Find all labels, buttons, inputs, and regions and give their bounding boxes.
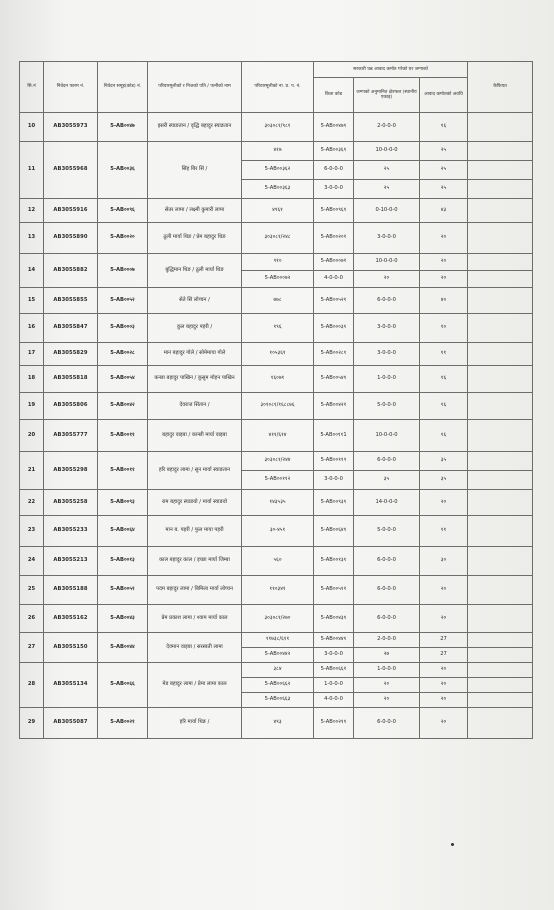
citizenship-cell: ७७८ (242, 288, 314, 314)
remarks-cell (468, 366, 533, 393)
applicant-names-cell: सेते सिं लोप्चन / (148, 288, 242, 314)
applicant-names-cell: देवमान वाइबा / सरस्वती लामा (148, 633, 242, 663)
serial-number-cell: 20 (20, 420, 44, 452)
duration-cell: १६ (420, 420, 468, 452)
plot-code-cell: 4-0-0-0 (314, 693, 354, 708)
area-cell: 3-0-0-0 (354, 223, 420, 254)
serial-number-cell: 26 (20, 605, 44, 633)
citizenship-cell: ३०-४५१ (242, 516, 314, 547)
area-cell: 3-0-0-0 (354, 343, 420, 366)
area-cell: 6-0-0-0 (354, 288, 420, 314)
table-row (20, 633, 533, 648)
serial-number-cell: 13 (20, 223, 44, 254)
remarks-cell (468, 516, 533, 547)
serial-number-cell: 23 (20, 516, 44, 547)
duration-cell: २५ (420, 161, 468, 180)
group-code-cell: 5-AB००११ (98, 420, 148, 452)
plot-code-cell: 3-0-0-0 (314, 180, 354, 199)
duration-cell: १० (420, 314, 468, 343)
applicant-names-cell: मान ब. पहरी / फुल माया पहरी (148, 516, 242, 547)
application-number-cell: AB3055968 (44, 142, 98, 199)
plot-code-cell: 1-0-0-0 (314, 678, 354, 693)
group-code-cell: 5-AB००११ (98, 452, 148, 490)
serial-number-cell: 25 (20, 576, 44, 605)
remarks-cell (468, 452, 533, 471)
area-cell: २० (354, 271, 420, 288)
duration-cell: २० (420, 663, 468, 678)
header-area: जग्गाको अनुमानित क्षेत्रफल (स्थानीय एकाइ) (354, 78, 420, 113)
group-code-cell: 5-AB०००७ (98, 254, 148, 288)
citizenship-cell: १०५३६१ (242, 343, 314, 366)
table-row (20, 366, 533, 393)
plot-code-cell: 5-AB००३६१ (314, 142, 354, 161)
citizenship-cell: ३०३०८१/२४४ (242, 452, 314, 471)
group-code-cell: 5-AB००५४ (98, 366, 148, 393)
duration-cell: 27 (420, 648, 468, 663)
area-cell: 14-0-0-0 (354, 490, 420, 516)
applicant-names-cell: देवराज सिंतान / (148, 393, 242, 420)
table-row (20, 516, 533, 547)
area-cell: ३५ (354, 471, 420, 490)
land-record-table (19, 61, 533, 739)
duration-cell: २० (420, 271, 468, 288)
table-row (20, 490, 533, 516)
duration-cell: १६ (420, 393, 468, 420)
area-cell: 10-0-0-0 (354, 142, 420, 161)
citizenship-cell: 5-AB००३६३ (242, 180, 314, 199)
plot-code-cell: 5-AB००११1 (314, 420, 354, 452)
citizenship-cell: ३०३०८१/९८१ (242, 113, 314, 142)
citizenship-cell: 5-AB००३६२ (242, 161, 314, 180)
header-plot-code: किता कोड (314, 78, 354, 113)
remarks-cell (468, 693, 533, 708)
remarks-cell (468, 199, 533, 223)
plot-code-cell: 5-AB००२८१ (314, 343, 354, 366)
table-row (20, 663, 533, 678)
area-cell: 5-0-0-0 (354, 393, 420, 420)
plot-code-cell: 5-AB००५२१ (314, 288, 354, 314)
area-cell: 6-0-0-0 (354, 576, 420, 605)
citizenship-cell: 5-AB०००७२ (242, 271, 314, 288)
citizenship-cell: ९१० (242, 254, 314, 271)
application-number-cell: AB3055806 (44, 393, 98, 420)
table-row (20, 452, 533, 471)
serial-number-cell: 14 (20, 254, 44, 288)
duration-cell: ३५ (420, 452, 468, 471)
applicant-names-cell: प्रेम प्रकाश लामा / श्याम मार्या काल (148, 605, 242, 633)
citizenship-cell: 5-AB००६६३ (242, 693, 314, 708)
group-code-cell: 5-AB००२० (98, 223, 148, 254)
remarks-cell (468, 113, 533, 142)
area-cell: 5-0-0-0 (354, 516, 420, 547)
group-code-cell: 5-AB००९३ (98, 490, 148, 516)
table-row (20, 142, 533, 161)
remarks-cell (468, 223, 533, 254)
area-cell: 2-0-0-0 (354, 633, 420, 648)
plot-code-cell: 5-AB००११९ (314, 452, 354, 471)
citizenship-cell: ४११/६१४ (242, 420, 314, 452)
duration-cell: ११ (420, 516, 468, 547)
application-number-cell: AB3055777 (44, 420, 98, 452)
remarks-cell (468, 161, 533, 180)
application-number-cell: AB3055829 (44, 343, 98, 366)
applicant-names-cell: मान बहादुर गोले / सोमेमाया गोले (148, 343, 242, 366)
plot-code-cell: 5-AB०००७१ (314, 254, 354, 271)
header-land-group: सरकारी घन्न आवाद कमोत गरेको घर जग्गाको (314, 62, 468, 78)
plot-code-cell: 3-0-0-0 (314, 648, 354, 663)
area-cell: 1-0-0-0 (354, 366, 420, 393)
header-sn: सि.नं (20, 62, 44, 113)
citizenship-cell: ३०३०८१/२४८ (242, 223, 314, 254)
plot-code-cell: 5-AB००१३१ (314, 547, 354, 576)
citizenship-cell: ११७३८/६११ (242, 633, 314, 648)
application-number-cell: AB3055087 (44, 708, 98, 739)
remarks-cell (468, 605, 533, 633)
serial-number-cell: 15 (20, 288, 44, 314)
application-number-cell: AB3055818 (44, 366, 98, 393)
remarks-cell (468, 314, 533, 343)
group-code-cell: 5-AB००१३ (98, 547, 148, 576)
duration-cell: १६ (420, 113, 468, 142)
table-row (20, 547, 533, 576)
serial-number-cell: 19 (20, 393, 44, 420)
duration-cell: ३५ (420, 471, 468, 490)
plot-code-cell: 5-AB००६४१ (314, 516, 354, 547)
application-number-cell: AB3055134 (44, 663, 98, 708)
applicant-names-cell: ठूली मार्या थिङ / प्रेम बहादुर थिङ (148, 223, 242, 254)
table-row (20, 605, 533, 633)
group-code-cell: 5-AB००४२ (98, 393, 148, 420)
area-cell: 6-0-0-0 (354, 547, 420, 576)
plot-code-cell: 5-AB००६६१ (314, 663, 354, 678)
serial-number-cell: 12 (20, 199, 44, 223)
application-number-cell: AB3055890 (44, 223, 98, 254)
table-row (20, 223, 533, 254)
remarks-cell (468, 142, 533, 161)
ink-dot (451, 843, 454, 846)
applicant-names-cell: मेड बहादुर लामा / प्रेमा लामा काल (148, 663, 242, 708)
remarks-cell (468, 663, 533, 678)
area-cell: 0-10-0-0 (354, 199, 420, 223)
duration-cell: २० (420, 605, 468, 633)
applicant-names-cell: बहादुर वाइबा / कान्छी मार्या वाइबा (148, 420, 242, 452)
duration-cell: २० (420, 223, 468, 254)
remarks-cell (468, 708, 533, 739)
table-row (20, 420, 533, 452)
remarks-cell (468, 288, 533, 314)
plot-code-cell: 4-0-0-0 (314, 271, 354, 288)
plot-code-cell: 5-AB००४४१ (314, 633, 354, 648)
group-code-cell: 5-AB००९६ (98, 199, 148, 223)
group-code-cell: 5-AB००६४ (98, 516, 148, 547)
remarks-cell (468, 471, 533, 490)
applicant-names-cell: काल बहादुर काल / इच्छा मार्या जिम्बा (148, 547, 242, 576)
area-cell: 3-0-0-0 (354, 314, 420, 343)
citizenship-cell: ३०३०८१/२७० (242, 605, 314, 633)
plot-code-cell: 6-0-0-0 (314, 161, 354, 180)
citizenship-cell: 5-AB००४४२ (242, 648, 314, 663)
plot-code-cell: 5-AB००९६१ (314, 199, 354, 223)
duration-cell: २० (420, 490, 468, 516)
group-code-cell: 5-AB००५१ (98, 576, 148, 605)
duration-cell: २० (420, 576, 468, 605)
application-number-cell: AB3055882 (44, 254, 98, 288)
header-application-no: निवेदन फारम नं. (44, 62, 98, 113)
remarks-cell (468, 678, 533, 693)
plot-code-cell: 5-AB००४२१ (314, 393, 354, 420)
application-number-cell: AB3055150 (44, 633, 98, 663)
duration-cell: २५ (420, 180, 468, 199)
serial-number-cell: 28 (20, 663, 44, 708)
applicant-names-cell: कुल बहादुर पहरी / (148, 314, 242, 343)
application-number-cell: AB3055855 (44, 288, 98, 314)
application-number-cell: AB3055847 (44, 314, 98, 343)
remarks-cell (468, 633, 533, 648)
applicant-names-cell: राम बहादुर स्याङवो / मार्या स्याङवो (148, 490, 242, 516)
plot-code-cell: 5-AB००५११ (314, 576, 354, 605)
header-names: परिवारमूलीको र निजको पति / पत्नीको नाम (148, 62, 242, 113)
serial-number-cell: 16 (20, 314, 44, 343)
area-cell: २५ (354, 161, 420, 180)
remarks-cell (468, 393, 533, 420)
table-row (20, 343, 533, 366)
application-number-cell: AB3055258 (44, 490, 98, 516)
group-code-cell: 5-AB००२१ (98, 708, 148, 739)
duration-cell: २० (420, 254, 468, 271)
remarks-cell (468, 576, 533, 605)
remarks-cell (468, 271, 533, 288)
plot-code-cell: 5-AB०००३१ (314, 314, 354, 343)
remarks-cell (468, 254, 533, 271)
serial-number-cell: 17 (20, 343, 44, 366)
citizenship-cell: 5-AB००११२ (242, 471, 314, 490)
plot-code-cell: 5-AB००५४१ (314, 366, 354, 393)
plot-code-cell: 5-AB००४७१ (314, 113, 354, 142)
citizenship-cell: 5-AB००६६२ (242, 678, 314, 693)
area-cell: 6-0-0-0 (354, 605, 420, 633)
duration-cell: २० (420, 678, 468, 693)
area-cell: 6-0-0-0 (354, 708, 420, 739)
applicant-names-cell: बुद्धिमान थिङ / ठूली मार्या थिङ (148, 254, 242, 288)
citizenship-cell: १६०७१ (242, 366, 314, 393)
table-row (20, 708, 533, 739)
duration-cell: ४३ (420, 199, 468, 223)
duration-cell: ४० (420, 288, 468, 314)
area-cell: 1-0-0-0 (354, 663, 420, 678)
area-cell: 6-0-0-0 (354, 452, 420, 471)
applicant-names-cell: पदम बहादुर लामा / बिमिला मार्या लोप्चन (148, 576, 242, 605)
citizenship-cell: ४१७ (242, 142, 314, 161)
table-row (20, 113, 533, 142)
duration-cell: २० (420, 693, 468, 708)
applicant-names-cell: सेतर लामा / लक्ष्मी कुमारी लामा (148, 199, 242, 223)
citizenship-cell: ११०३४१ (242, 576, 314, 605)
remarks-cell (468, 490, 533, 516)
table-body (20, 113, 533, 739)
citizenship-cell: ५६० (242, 547, 314, 576)
application-number-cell: AB3055233 (44, 516, 98, 547)
table-row (20, 314, 533, 343)
serial-number-cell: 29 (20, 708, 44, 739)
group-code-cell: 5-AB००३६ (98, 142, 148, 199)
group-code-cell: 5-AB००४७ (98, 113, 148, 142)
application-number-cell: AB3055213 (44, 547, 98, 576)
serial-number-cell: 21 (20, 452, 44, 490)
citizenship-cell: ४९३ (242, 708, 314, 739)
application-number-cell: AB3055162 (44, 605, 98, 633)
table-row (20, 393, 533, 420)
application-number-cell: AB3055298 (44, 452, 98, 490)
serial-number-cell: 22 (20, 490, 44, 516)
area-cell: २० (354, 693, 420, 708)
citizenship-cell: ३०१०८१/१६८८७६ (242, 393, 314, 420)
header-duration: आवाद कमोतको अवधि (420, 78, 468, 113)
plot-code-cell: 5-AB००९३१ (314, 490, 354, 516)
group-code-cell: 5-AB००४४ (98, 633, 148, 663)
duration-cell: २० (420, 708, 468, 739)
area-cell: २७ (354, 648, 420, 663)
remarks-cell (468, 420, 533, 452)
application-number-cell: AB3055188 (44, 576, 98, 605)
remarks-cell (468, 180, 533, 199)
duration-cell: २५ (420, 142, 468, 161)
remarks-cell (468, 648, 533, 663)
table-row (20, 199, 533, 223)
plot-code-cell: 5-AB००४३१ (314, 605, 354, 633)
applicant-names-cell: हरि बहादुर लामा / सुन मार्या स्याङतान (148, 452, 242, 490)
duration-cell: ३० (420, 547, 468, 576)
serial-number-cell: 18 (20, 366, 44, 393)
application-number-cell: AB3055916 (44, 199, 98, 223)
applicant-names-cell: सिंह बिर सिं / (148, 142, 242, 199)
plot-code-cell: 5-AB००२०१ (314, 223, 354, 254)
group-code-cell: 5-AB००६६ (98, 663, 148, 708)
area-cell: २० (354, 678, 420, 693)
citizenship-cell: ४९६१ (242, 199, 314, 223)
applicant-names-cell: हरि मार्या थिङ / (148, 708, 242, 739)
serial-number-cell: 27 (20, 633, 44, 663)
citizenship-cell: १९६ (242, 314, 314, 343)
group-code-cell: 5-AB००५२ (98, 288, 148, 314)
area-cell: 2-0-0-0 (354, 113, 420, 142)
header-citizenship: परिवारमूलीको ना. प्र. प. नं. (242, 62, 314, 113)
remarks-cell (468, 547, 533, 576)
serial-number-cell: 11 (20, 142, 44, 199)
duration-cell: ११ (420, 343, 468, 366)
table-row (20, 288, 533, 314)
duration-cell: १६ (420, 366, 468, 393)
citizenship-cell: ३८४ (242, 663, 314, 678)
remarks-cell (468, 343, 533, 366)
area-cell: 10-0-0-0 (354, 254, 420, 271)
group-code-cell: 5-AB००२८ (98, 343, 148, 366)
table-row (20, 576, 533, 605)
citizenship-cell: १४३५३५ (242, 490, 314, 516)
header-remarks: कैफियत (468, 62, 533, 113)
duration-cell: 27 (420, 633, 468, 648)
application-number-cell: AB3055973 (44, 113, 98, 142)
area-cell: २५ (354, 180, 420, 199)
plot-code-cell: 5-AB००२११ (314, 708, 354, 739)
group-code-cell: 5-AB००४३ (98, 605, 148, 633)
serial-number-cell: 10 (20, 113, 44, 142)
plot-code-cell: 3-0-0-0 (314, 471, 354, 490)
header-group-code: निवेदन समूह(कोड) नं. (98, 62, 148, 113)
table-row (20, 254, 533, 271)
area-cell: 10-0-0-0 (354, 420, 420, 452)
serial-number-cell: 24 (20, 547, 44, 576)
applicant-names-cell: इसरी स्याङतान / वृद्धि बहादुर स्याङतान (148, 113, 242, 142)
applicant-names-cell: कन्छा बहादुर पाखिन / कुसुम मोहन पाखिन (148, 366, 242, 393)
group-code-cell: 5-AB०००३ (98, 314, 148, 343)
